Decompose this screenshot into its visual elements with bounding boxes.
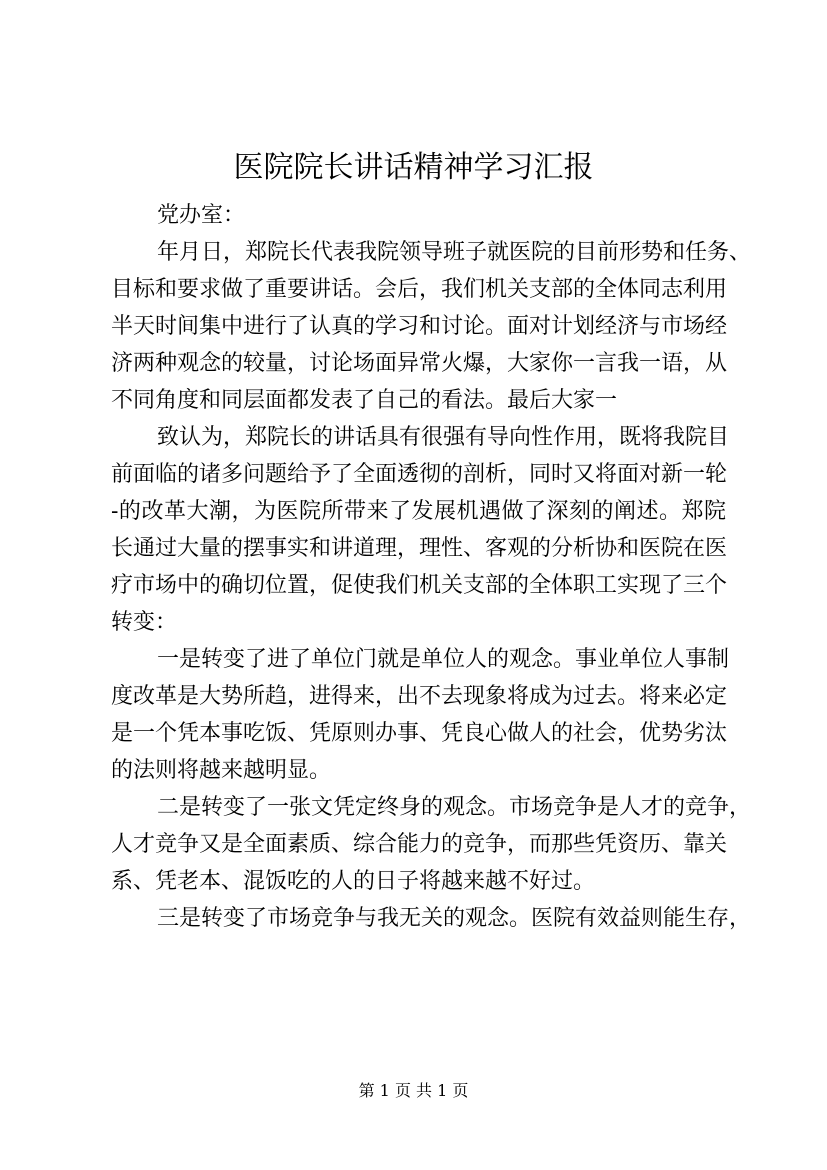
body-line: 年月日，郑院长代表我院领导班子就医院的目前形势和任务、 [157, 240, 752, 265]
body-line: 一是转变了进了单位门就是单位人的观念。事业单位人事制 [157, 647, 730, 672]
body-line: -的改革大潮，为医院所带来了发展机遇做了深刻的阐述。郑院 [111, 499, 726, 524]
body-line: 系、凭老本、混饭吃的人的日子将越来越不好过。 [111, 869, 596, 894]
body-line: 前面临的诸多问题给予了全面透彻的剖析，同时又将面对新一轮 [111, 462, 728, 487]
body-line: 目标和要求做了重要讲话。会后，我们机关支部的全体同志利用 [111, 277, 728, 302]
body-line: 济两种观念的较量，讨论场面异常火爆，大家你一言我一语，从 [111, 351, 728, 376]
body-line: 三是转变了市场竞争与我无关的观念。医院有效益则能生存， [157, 906, 752, 931]
body-line: 致认为，郑院长的讲话具有很强有导向性作用，既将我院目 [157, 425, 730, 450]
body-line: 二是转变了一张文凭定终身的观念。市场竞争是人才的竞争， [157, 795, 752, 820]
body-line: 转变： [111, 610, 178, 635]
body-line: 半天时间集中进行了认真的学习和讨论。面对计划经济与市场经 [111, 314, 728, 339]
body-line: 人才竞争又是全面素质、综合能力的竞争，而那些凭资历、靠关 [111, 832, 728, 857]
body-line: 不同角度和同层面都发表了自己的看法。最后大家一 [111, 388, 618, 413]
body-line: 是一个凭本事吃饭、凭原则办事、凭良心做人的社会，优势劣汰 [111, 721, 728, 746]
body-line: 的法则将越来越明显。 [111, 758, 332, 783]
body-line: 疗市场中的确切位置，促使我们机关支部的全体职工实现了三个 [111, 573, 728, 598]
page-footer: 第 1 页 共 1 页 [358, 1081, 469, 1100]
body-line: 党办室： [157, 203, 246, 228]
body-line: 度改革是大势所趋，进得来，出不去现象将成为过去。将来必定 [111, 684, 728, 709]
document-title: 医院院长讲话精神学习汇报 [233, 150, 594, 185]
document-body [111, 197, 752, 937]
body-line: 长通过大量的摆事实和讲道理，理性、客观的分析协和医院在医 [111, 536, 728, 561]
